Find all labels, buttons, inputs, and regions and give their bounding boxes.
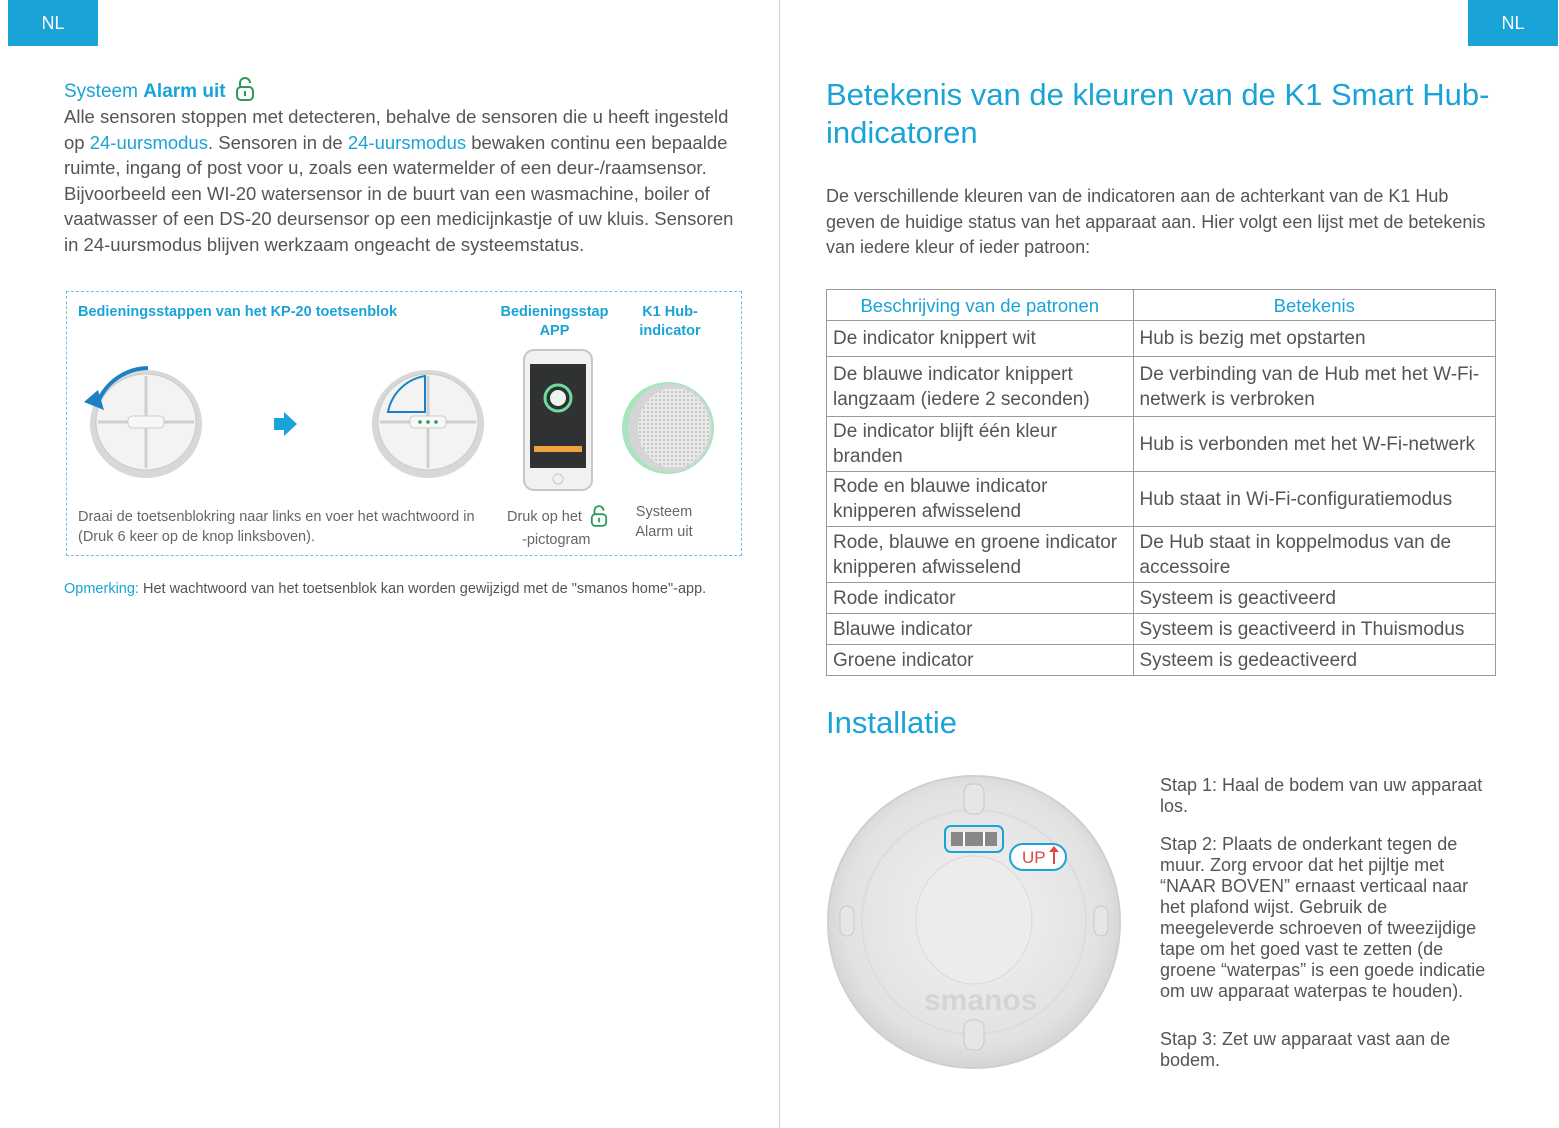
table-cell: Systeem is geactiveerd in Thuismodus — [1133, 614, 1496, 645]
table-header: Beschrijving van de patronen — [827, 290, 1134, 321]
table-cell: De Hub staat in koppelmodus van de accessoire — [1133, 527, 1496, 583]
table-cell: De indicator blijft één kleur branden — [827, 417, 1134, 472]
keypad-steps-heading: Bedieningsstappen van het KP-20 toetsenblok — [78, 304, 398, 320]
app-step-heading: Bedieningsstap APP — [500, 304, 609, 339]
intro-paragraph — [64, 104, 739, 257]
table-row — [827, 527, 1496, 583]
table-cell: Hub is verbonden met het W-Fi-netwerk — [1133, 417, 1496, 472]
brand-mark: smanos — [924, 984, 1038, 1017]
section-title — [64, 77, 255, 103]
mounting-plate-image — [826, 770, 1126, 1075]
para-part-1: Alle sensoren stoppen met detecteren, behalve de sensoren die u heeft ingesteld op — [64, 106, 729, 153]
table-row — [827, 357, 1496, 417]
install-step-3: Stap 3: Zet uw apparaat vast aan de bodem. — [1160, 1029, 1451, 1070]
hub-indicator-image — [618, 378, 718, 478]
phone-app-image — [522, 348, 594, 492]
table-header: Betekenis — [1133, 290, 1496, 321]
page-divider — [779, 0, 780, 1128]
app-caption — [507, 505, 608, 527]
keypad-image-after — [368, 362, 488, 482]
hub-indicator-heading: K1 Hub-indicator — [639, 304, 701, 339]
indicator-table — [826, 289, 1496, 676]
mode-term-1: 24-uursmodus — [89, 131, 208, 153]
install-step-1: Stap 1: Haal de bodem van uw apparaat los. — [1160, 775, 1483, 816]
unlock-icon — [235, 77, 255, 101]
arrow-right-icon — [272, 411, 298, 437]
mode-term-2: 24-uursmodus — [347, 131, 467, 153]
table-row — [827, 321, 1496, 357]
table-header-row — [827, 290, 1496, 321]
table-row — [827, 614, 1496, 645]
up-label: UP — [1022, 848, 1046, 867]
table-row — [827, 417, 1496, 472]
table-cell: De verbinding van de Hub met het W-Fi-netwerk is verbroken — [1133, 357, 1496, 417]
table-cell: Rode indicator — [827, 583, 1134, 614]
unlock-icon — [590, 505, 608, 527]
section-title-bold: Alarm uit — [143, 81, 226, 102]
installation-title: Installatie — [826, 705, 957, 740]
table-cell: Rode, blauwe en groene indicator knipperen afwisselend — [827, 527, 1134, 583]
table-cell: Systeem is gedeactiveerd — [1133, 645, 1496, 676]
table-cell: Hub staat in Wi-Fi-configuratiemodus — [1133, 472, 1496, 527]
para-part-3: bewaken continu een bepaalde ruimte, ingang of post voor u, zoals een watermelder of een deur-/raamsensor. Bijvoorbeeld een WI-20 watersensor in de buurt van een wasmachine, boiler of vaatwasser of een DS-20 deursensor op een medicijnkastje of uw kluis. Sensoren in 24-uursmodus blijven werkzaam ongeacht de systeemstatus. — [64, 131, 734, 255]
table-row — [827, 583, 1496, 614]
left-page-tab: NL — [8, 0, 98, 46]
keypad-caption: Draai de toetsenblokring naar links en voer het wachtwoord in (Druk 6 keer op de knop linksboven). — [78, 509, 475, 545]
table-cell: Rode en blauwe indicator knipperen afwisselend — [827, 472, 1134, 527]
hub-caption: Systeem Alarm uit — [635, 504, 693, 540]
table-cell: Groene indicator — [827, 645, 1134, 676]
install-step-2: Stap 2: Plaats de onderkant tegen de muur. Zorg ervoor dat het pijltje met “NAAR BOVEN” ernaast verticaal naar het plafond wijst. Gebruik de meegeleverde schroeven of tweezijdige tape om het goed vast te zetten (de groene “waterpas” is een goede indicatie om uw apparaat waterpas te houden). — [1160, 834, 1486, 1001]
keypad-image-before — [78, 362, 208, 482]
para-part-2: . Sensoren in de — [207, 131, 348, 153]
table-cell: Hub is bezig met opstarten — [1133, 321, 1496, 357]
note-text: Het wachtwoord van het toetsenblok kan worden gewijzigd met de "smanos home"-app. — [138, 581, 707, 597]
section-title-prefix: Systeem — [64, 81, 144, 102]
table-cell: De indicator knippert wit — [827, 321, 1134, 357]
table-row — [827, 645, 1496, 676]
table-cell: Systeem is geactiveerd — [1133, 583, 1496, 614]
table-cell: Blauwe indicator — [827, 614, 1134, 645]
colors-intro: De verschillende kleuren van de indicatoren aan de achterkant van de K1 Hub geven de huidige status van het apparaat aan. Hier volgt een lijst met de betekenis van iedere kleur of ieder patroon: — [826, 186, 1486, 257]
table-row — [827, 472, 1496, 527]
colors-title: Betekenis van de kleuren van de K1 Smart Hub-indicatoren — [826, 77, 1490, 150]
right-page-tab: NL — [1468, 0, 1558, 46]
note-label: Opmerking: — [64, 581, 139, 597]
app-caption-post: -pictogram — [522, 532, 591, 548]
note — [64, 578, 724, 600]
table-cell: De blauwe indicator knippert langzaam (iedere 2 seconden) — [827, 357, 1134, 417]
app-caption-pre: Druk op het — [507, 509, 582, 525]
